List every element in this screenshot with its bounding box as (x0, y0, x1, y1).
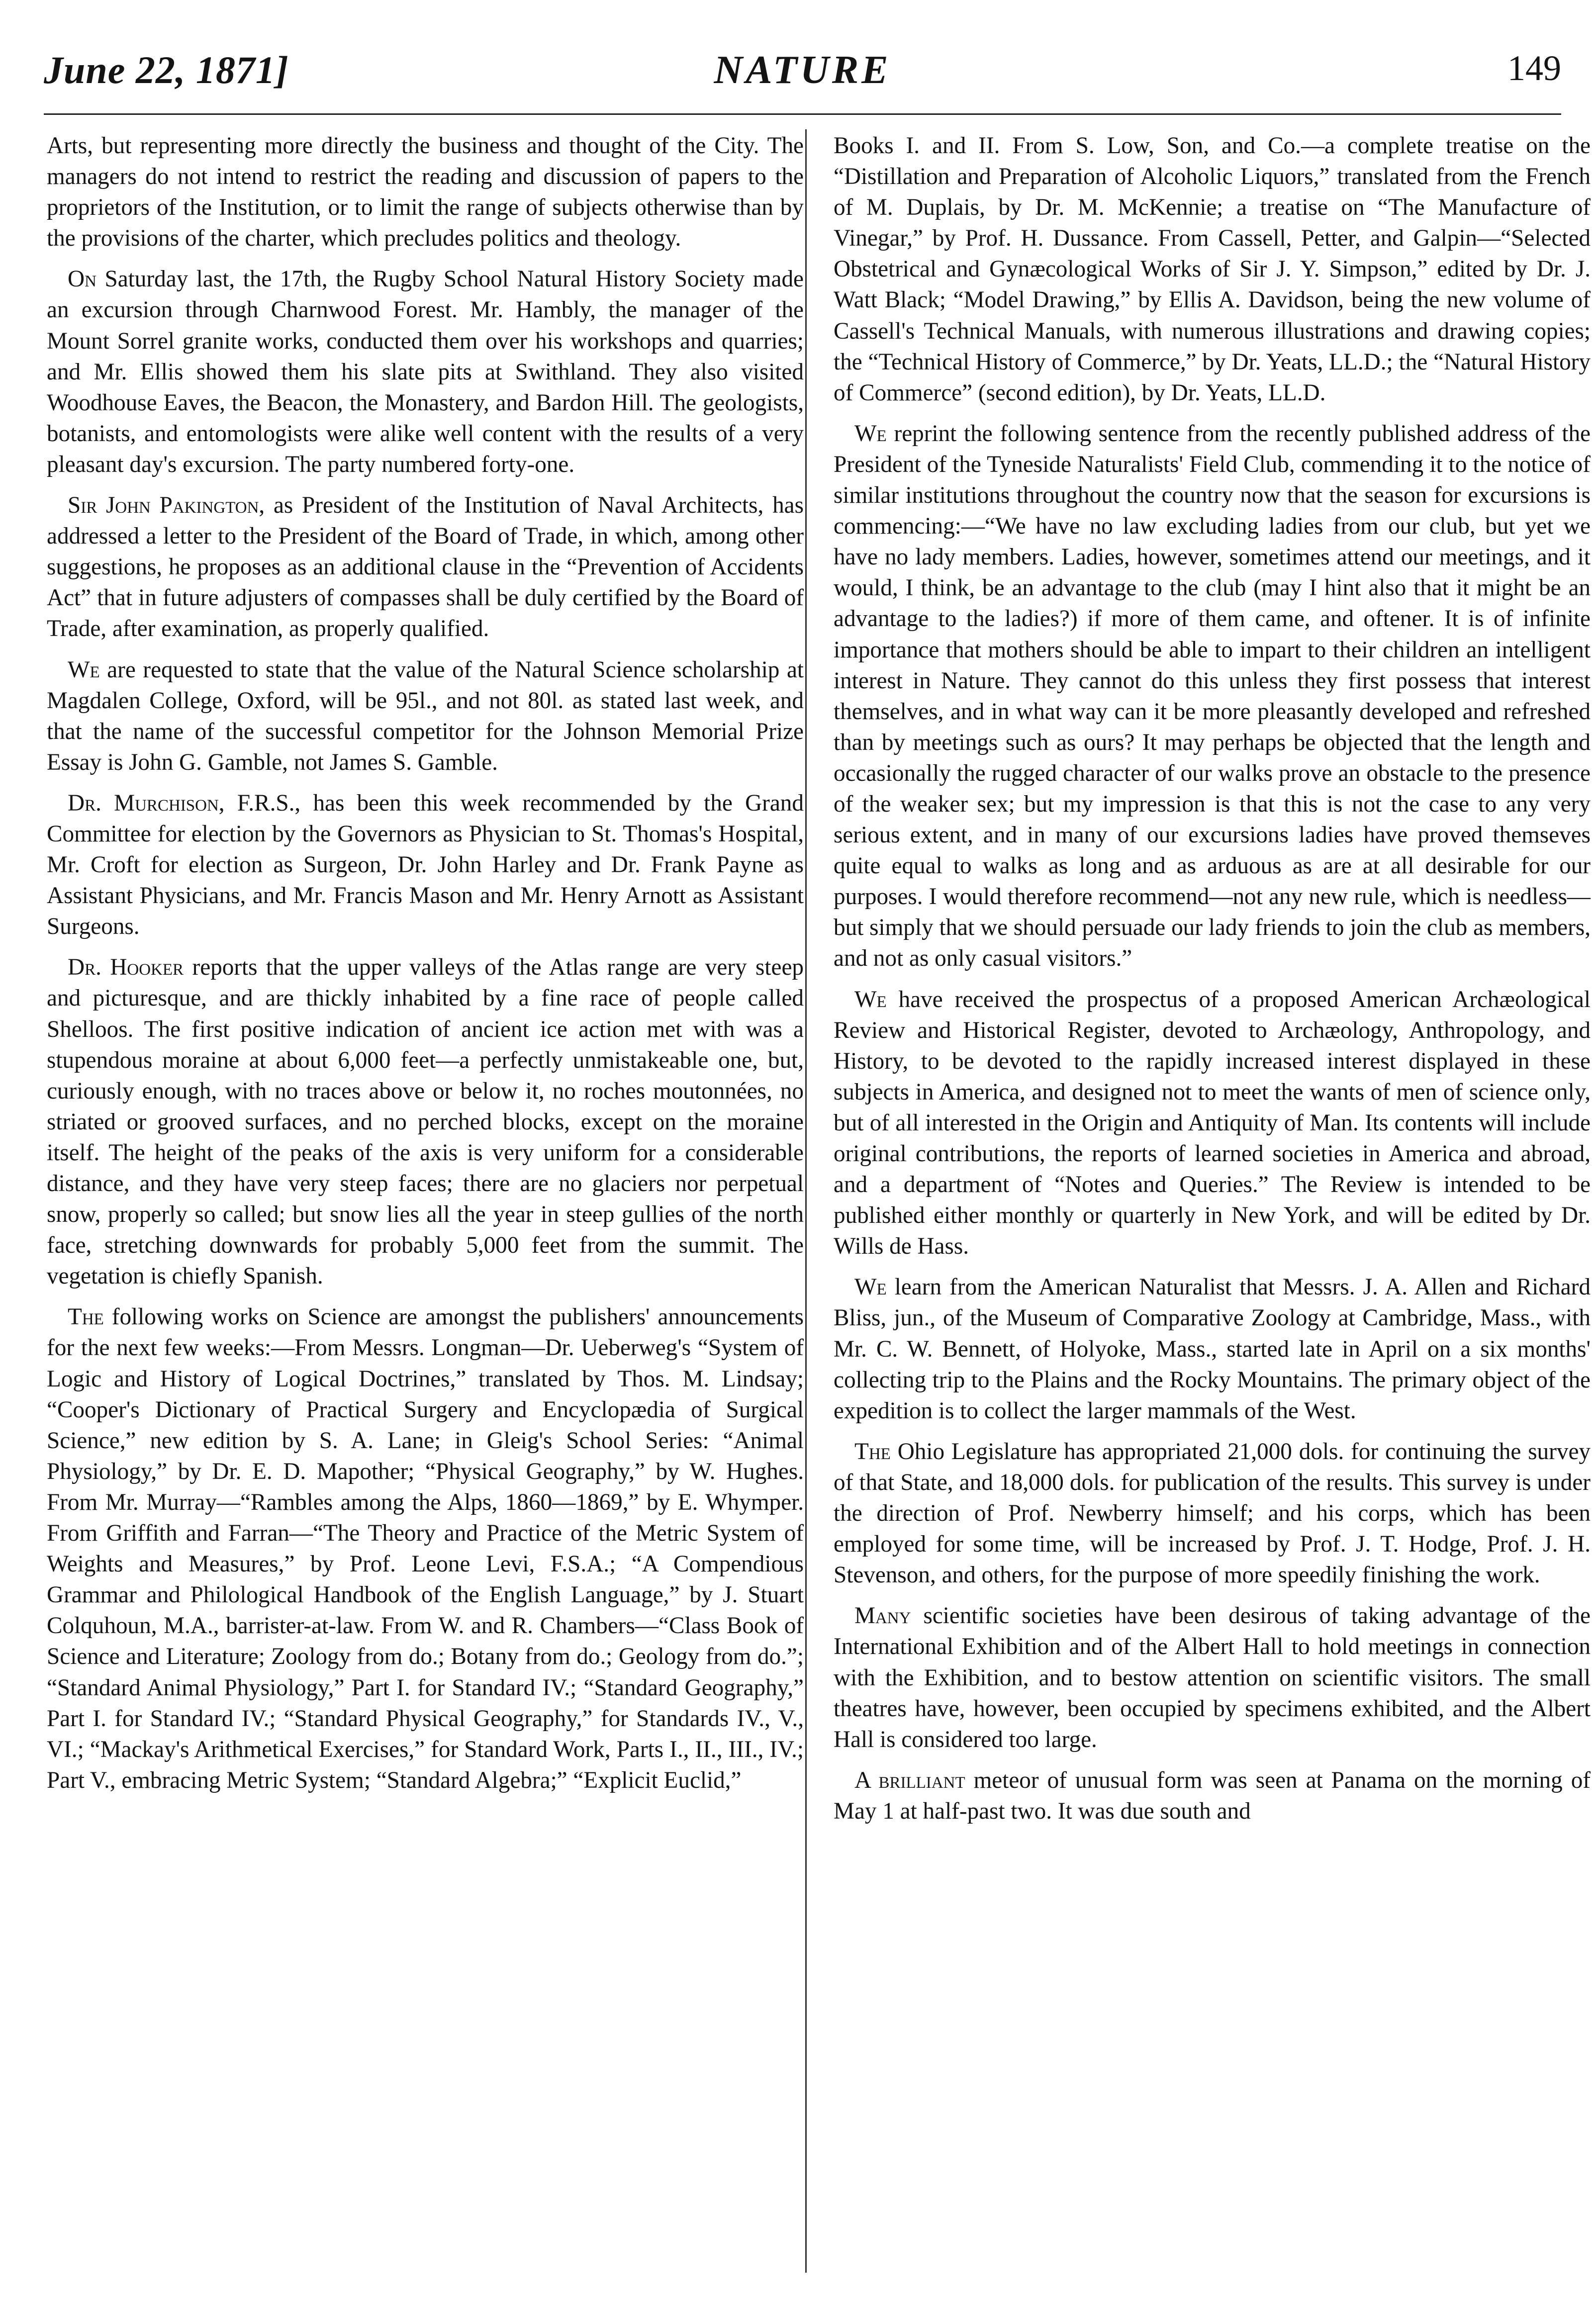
paragraph-lead: Dr. Murchison, (68, 790, 225, 816)
paragraph-lead: Dr. Hooker (68, 954, 184, 981)
paragraph (47, 952, 804, 1291)
paragraph-text: reports that the upper valleys of the Atlas range are very steep and picturesque, and are thickly inhabited by a fine race of people called Shelloos. The first positive indication of ancient ice action met with was a stupendous moraine at about 6,000 feet—a perfectly unmistakeable one, but, curiously enough, with no traces above or below it, no roches moutonnées, no striated or grooved surfaces, and no perched blocks, except on the moraine itself. The height of the peaks of the axis is very uniform for a considerable distance, and they have very steep faces; there are no glaciers nor perpetual snow, properly so called; but snow lies all the year in steep gullies of the north face, stretching downwards for probably 5,000 feet from the summit. The vegetation is chiefly Spanish. (47, 954, 804, 1290)
paragraph (834, 1436, 1591, 1590)
paragraph-text: following works on Science are amongst the publishers' announcements for the next few weeks:—From Messrs. Longman—Dr. Ueberweg's “System of Logic and History of Logical Doctrines,” translated by Thos. M. Lindsay; “Cooper's Dictionary of Practical Surgery and Encyclopædia of Surgical Science,” new edition by S. A. Lane; in Gleig's School Series: “Animal Physiology,” by Dr. E. D. Mapother; “Physical Geography,” by W. Hughes. From Mr. Murray—“Rambles among the Alps, 1860—1869,” by E. Whymper. From Griffith and Farran—“The Theory and Practice of the Metric System of Weights and Measures,” by Prof. Leone Levi, F.S.A.; “A Compendious Grammar and Philological Handbook of the English Language,” by J. Stuart Colquhoun, M.A., barrister-at-law. From W. and R. Chambers—“Class Book of Science and Literature; Zoology from do.; Botany from do.; Geology from do.”; “Standard Animal Physiology,” Part I. for Standard IV.; “Standard Geography,” Part I. for Standard IV.; “Standard Physical Geography,” for Standards IV., V., VI.; “Mackay's Arithmetical Exercises,” for Standard Work, Parts I., II., III., IV.; Part V., embracing Metric System; “Standard Algebra;” “Explicit Euclid,” (47, 1304, 804, 1793)
paragraph (47, 264, 804, 480)
paragraph-text: learn from the American Naturalist that Messrs. J. A. Allen and Richard Bliss, jun., of the Museum of Comparative Zoology at Cambridge, Mass., with Mr. C. W. Bennett, of Holyoke, Mass., started late in April on a six months' collecting trip to the Plains and the Rocky Mountains. The primary object of the expedition is to collect the larger mammals of the West. (834, 1274, 1591, 1424)
header-rule (44, 113, 1561, 115)
paragraph-lead: We (68, 656, 100, 683)
paragraph-text: meteor of unusual form was seen at Panama on the morning of May 1 at half-past two. It was due south and (834, 1767, 1591, 1824)
page-number: 149 (1507, 48, 1561, 88)
paragraph (834, 984, 1591, 1262)
right-column (834, 130, 1591, 1837)
paragraph (834, 1272, 1591, 1426)
paragraph (834, 1600, 1591, 1754)
column-divider (805, 129, 807, 2273)
paragraph-text: reprint the following sentence from the recently published address of the President of the Tyneside Naturalists' Field Club, commending it to the notice of similar institutions throughout the country now that the season for excursions is commencing:—“We have no law excluding ladies from our club, but yet we have no lady members. Ladies, however, sometimes attend our meetings, and it would, I think, be an advantage to the club (may I hint also that it might be an advantage to the ladies?) if more of them came, and oftener. It is of infinite importance that mothers should be able to impart to their children an intelligent interest in Nature. They cannot do this unless they first possess that interest themselves, and in what way can it be more pleasantly developed and refreshed than by meetings such as ours? It may perhaps be objected that the length and occasionally the rugged character of our walks prove an obstacle to the presence of the weaker sex; but my impression is that this is not the case to any very serious extent, and in many of our excursions ladies have proved themseves quite equal to walks as long and as arduous as are at all desirable for our purposes. I would therefore recommend—not any new rule, which is needless—but simply that we should persuade our lady friends to join the club as members, and not as only casual visitors.” (834, 420, 1591, 972)
paragraph-lead: We (854, 420, 887, 447)
paragraph-lead: We (854, 1274, 887, 1300)
journal-title: NATURE (714, 48, 891, 92)
paragraph-lead: On (68, 266, 96, 292)
paragraph-text: Ohio Legislature has appropriated 21,000 dols. for continuing the survey of that State, and 18,000 dols. for publication of the results. This survey is under the direction of Prof. Newberry himself; and his corps, which has been employed for some time, will be increased by Prof. J. T. Hodge, Prof. J. H. Stevenson, and others, for the purpose of more speedily finishing the work. (834, 1438, 1591, 1588)
left-column (47, 130, 804, 1806)
paragraph (47, 1301, 804, 1796)
running-header (44, 48, 1561, 107)
paragraph-text: as President of the Institution of Naval Architects, has addressed a letter to the President of the Board of Trade, in which, among other suggestions, he proposes as an additional clause in the “Prevention of Accidents Act” that in future adjusters of compasses shall be duly certified by the Board of Trade, after examination, as properly qualified. (47, 492, 804, 642)
paragraph-text: are requested to state that the value of the Natural Science scholarship at Magdalen College, Oxford, will be 95l., and not 80l. as stated last week, and that the name of the successful competitor for the Johnson Memorial Prize Essay is John G. Gamble, not James S. Gamble. (47, 656, 804, 775)
paragraph (47, 788, 804, 942)
paragraph-text: Saturday last, the 17th, the Rugby School Natural History Society made an excursion through Charnwood Forest. Mr. Hambly, the manager of the Mount Sorrel granite works, conducted them over his workshops and quarries; and Mr. Ellis showed them his slate pits at Swithland. They also visited Woodhouse Eaves, the Beacon, the Monastery, and Bardon Hill. The geologists, botanists, and entomologists were alike well content with the results of a very pleasant day's excursion. The party numbered forty-one. (47, 266, 804, 477)
paragraph-lead: We (854, 986, 887, 1013)
paragraph: Arts, but representing more directly the business and thought of the City. The managers do not intend to restrict the reading and discussion of papers to the proprietors of the Institution, or to limit the range of subjects otherwise than by the provisions of the charter, which precludes politics and theology. (47, 133, 804, 252)
paragraph-text: F.R.S., has been this week recommended by the Grand Committee for election by the Governors as Physician to St. Thomas's Hospital, Mr. Croft for election as Surgeon, Dr. John Harley and Dr. Frank Payne as Assistant Physicians, and Mr. Francis Mason and Mr. Henry Arnott as Assistant Surgeons. (47, 790, 804, 940)
paragraph-lead: A brilliant (854, 1767, 965, 1793)
paragraph: Books I. and II. From S. Low, Son, and Co.—a complete treatise on the “Distillation and Preparation of Alcoholic Liquors,” translated from the French of M. Duplais, by Dr. M. McKennie; a treatise on “The Manufacture of Vinegar,” by Prof. H. Dussance. From Cassell, Petter, and Galpin—“Selected Obstetrical and Gynæcological Works of Sir J. Y. Simpson,” edited by Dr. J. Watt Black; “Model Drawing,” by Ellis A. Davidson, being the new volume of Cassell's Technical Manuals, with numerous illustrations and drawing copies; the “Technical History of Commerce,” by Dr. Yeats, LL.D.; the “Natural History of Commerce” (second edition), by Dr. Yeats, LL.D. (834, 133, 1591, 406)
paragraph-lead: Sir John Pakington, (68, 492, 265, 519)
paragraph-lead: The (68, 1304, 104, 1330)
paragraph-lead: Many (854, 1603, 911, 1629)
paragraph (834, 418, 1591, 974)
paragraph-text: have received the prospectus of a proposed American Archæological Review and Historical Register, devoted to Archæology, Anthropology, and History, to be devoted to the rapidly increased interest displayed in these subjects in America, and designed not to meet the wants of men of science only, but of all interested in the Origin and Antiquity of Man. Its contents will include original contributions, the reports of learned societies in America and abroad, and a department of “Notes and Queries.” The Review is intended to be published either monthly or quarterly in New York, and will be edited by Dr. Wills de Hass. (834, 986, 1591, 1260)
paragraph (47, 654, 804, 778)
paragraph (834, 1765, 1591, 1827)
paragraph-lead: The (854, 1438, 891, 1465)
paragraph-text: scientific societies have been desirous of taking advantage of the International Exhibition and of the Albert Hall to hold meetings in connection with the Exhibition, and to bestow attention on scientific visitors. The small theatres have, however, been occupied by specimens exhibited, and the Albert Hall is considered too large. (834, 1603, 1591, 1752)
paragraph (47, 490, 804, 644)
issue-date: June 22, 1871] (44, 48, 289, 92)
